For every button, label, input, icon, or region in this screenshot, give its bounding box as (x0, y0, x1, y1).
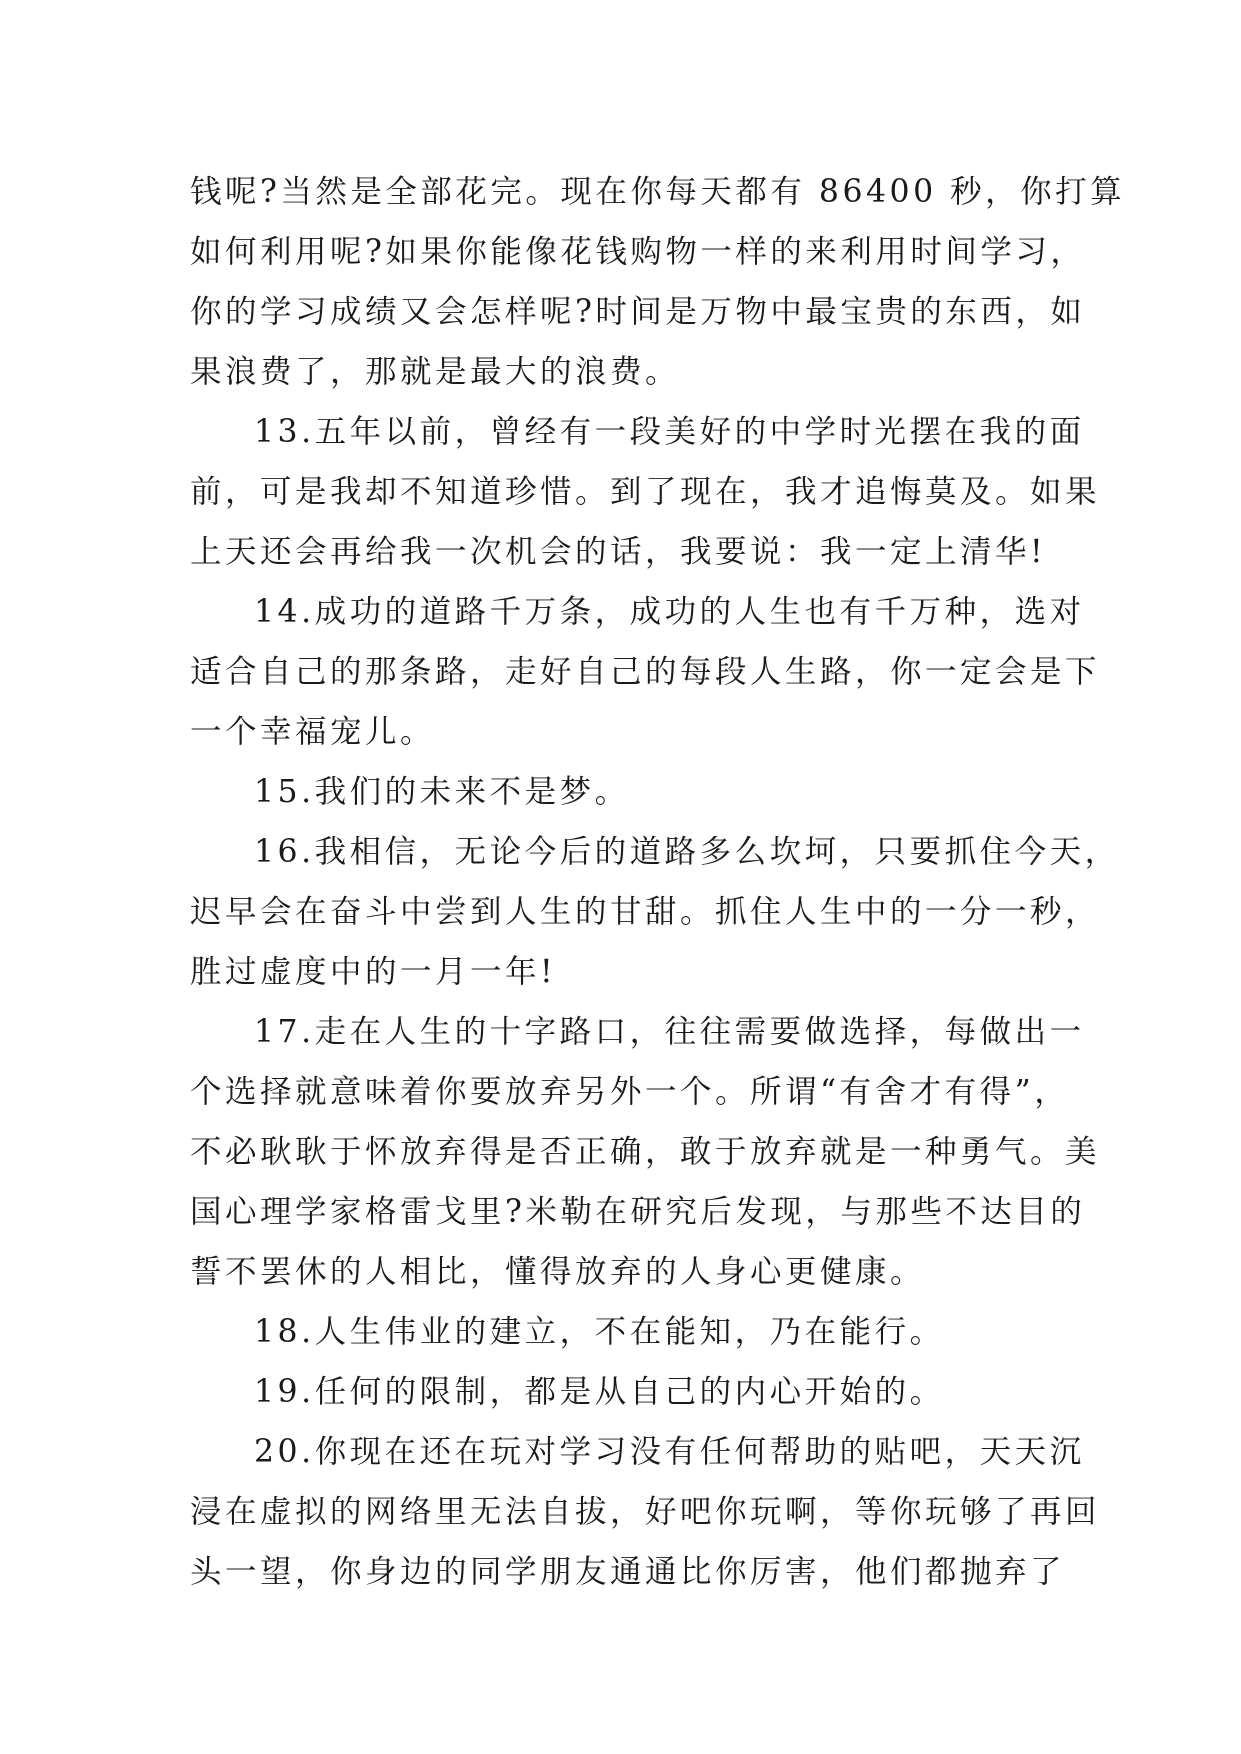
text-line: 果浪费了，那就是最大的浪费。 (190, 354, 681, 390)
text-line: 15.我们的未来不是梦。 (254, 774, 630, 810)
paragraph-item-15 (190, 762, 1060, 822)
paragraph-item-13 (190, 402, 1101, 582)
text-line: 16.我相信，无论今后的道路多么坎坷，只要抓住今天， (254, 834, 1120, 870)
text-line: 13.五年以前，曾经有一段美好的中学时光摆在我的面 (254, 414, 1085, 450)
text-line: 头一望，你身边的同学朋友通通比你厉害，他们都抛弃了 (190, 1554, 1066, 1590)
text-line: 一个幸福宠儿。 (190, 714, 436, 750)
text-line: 胜过虚度中的一月一年! (190, 954, 557, 990)
paragraph-item-18 (190, 1302, 1060, 1362)
text-line: 14.成功的道路千万条，成功的人生也有千万种，选对 (254, 594, 1085, 630)
paragraph-item-20 (190, 1422, 1101, 1602)
text-line: 18.人生伟业的建立，不在能知，乃在能行。 (254, 1314, 945, 1350)
text-line: 19.任何的限制，都是从自己的内心开始的。 (254, 1374, 945, 1410)
text-line: 20.你现在还在玩对学习没有任何帮助的贴吧，天天沉 (254, 1434, 1085, 1470)
paragraph-item-17 (190, 1002, 1101, 1302)
paragraph-intro-continuation (190, 162, 1126, 402)
text-line: 17.走在人生的十字路口，往往需要做选择，每做出一 (254, 1014, 1085, 1050)
text-line: 浸在虚拟的网络里无法自拔，好吧你玩啊，等你玩够了再回 (190, 1494, 1101, 1530)
text-line: 如何利用呢?如果你能像花钱购物一样的来利用时间学习， (190, 234, 1086, 270)
text-line: 迟早会在奋斗中尝到人生的甘甜。抓住人生中的一分一秒， (190, 894, 1101, 930)
text-line: 不必耿耿于怀放弃得是否正确，敢于放弃就是一种勇气。美 (190, 1134, 1101, 1170)
text-line: 适合自己的那条路，走好自己的每段人生路，你一定会是下 (190, 654, 1101, 690)
text-line: 你的学习成绩又会怎样呢?时间是万物中最宝贵的东西，如 (190, 294, 1086, 330)
text-line: 前，可是我却不知道珍惜。到了现在，我才追悔莫及。如果 (190, 474, 1101, 510)
text-line: 上天还会再给我一次机会的话，我要说：我一定上清华! (190, 534, 1047, 570)
paragraph-item-16 (190, 822, 1120, 1002)
text-line: 国心理学家格雷戈里?米勒在研究后发现，与那些不达目的 (190, 1194, 1086, 1230)
paragraph-item-14 (190, 582, 1101, 762)
text-line: 钱呢?当然是全部花完。现在你每天都有 86400 秒，你打算 (190, 174, 1126, 210)
paragraph-item-19 (190, 1362, 1060, 1422)
text-line: 个选择就意味着你要放弃另外一个。所谓“有舍才有得”， (190, 1074, 1070, 1110)
document-body (190, 162, 1126, 1602)
text-line: 誓不罢休的人相比，懂得放弃的人身心更健康。 (190, 1254, 926, 1290)
